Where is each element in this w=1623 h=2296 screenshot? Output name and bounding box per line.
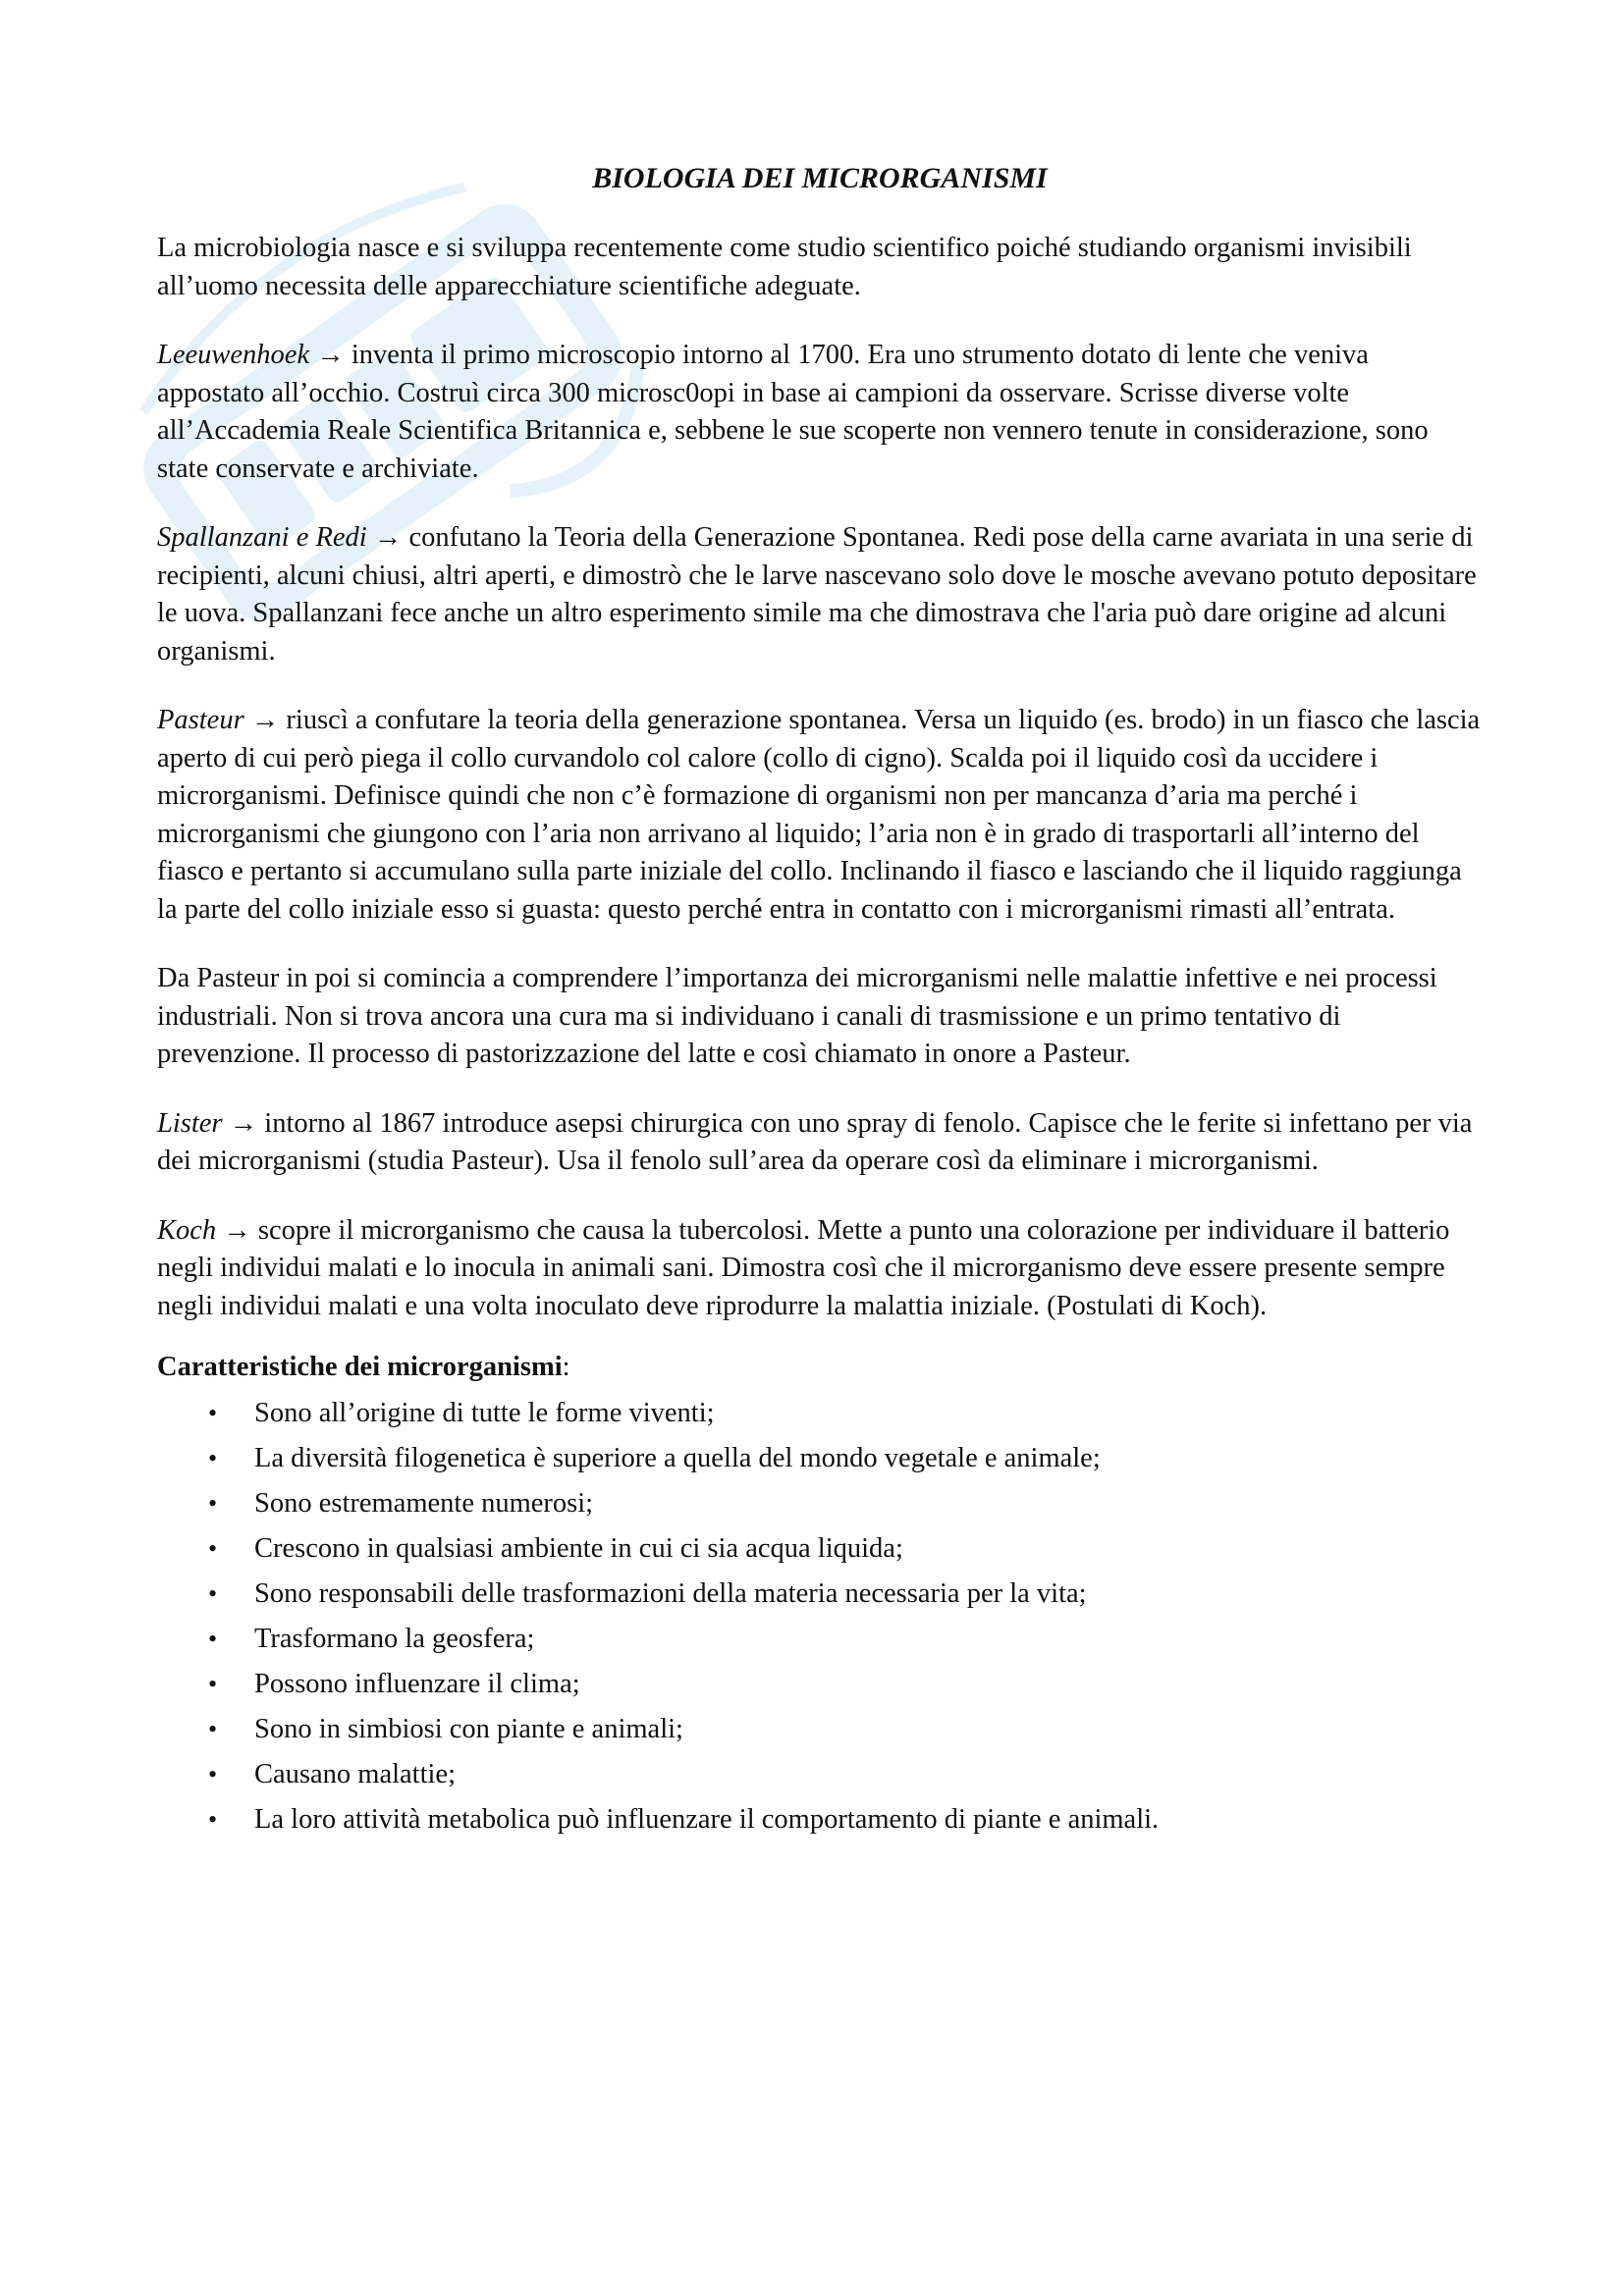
- entry-text: confutano la Teoria della Generazione Spontanea. Redi pose della carne avariata in una serie di recipienti, alcuni chiusi, altri aperti, e dimostrò che le larve nascevano solo dove le mosche avevano potuto depositare le uova. Spallanzani fece anche un altro esperimento simile ma che dimostrava che l'aria può dare origine ad alcuni organismi.: [157, 522, 1477, 667]
- features-heading-text: Caratteristiche dei microrganismi: [157, 1352, 563, 1382]
- list-item-text: Sono responsabili delle trasformazioni della materia necessaria per la vita;: [254, 1577, 1087, 1609]
- list-item: [157, 1572, 1483, 1617]
- entry-name: Spallanzani e Redi: [157, 522, 367, 553]
- features-list: [157, 1391, 1483, 1842]
- entry-spallanzani-redi: [157, 519, 1483, 670]
- pasteur-legacy-paragraph: Da Pasteur in poi si comincia a comprendere l’importanza dei microrganismi nelle malattie infettive e nei processi industriali. Non si trova ancora una cura ma si individuano i canali di trasmissione e un primo tentativo di prevenzione. Il processo di pastorizzazione del latte e così chiamato in onore a Pasteur.: [157, 963, 1437, 1069]
- list-item: [157, 1797, 1483, 1842]
- list-item: [157, 1526, 1483, 1572]
- entry-text: intorno al 1867 introduce asepsi chirurgica con uno spray di fenolo. Capisce che le ferite si infettano per via dei microrganismi (studia Pasteur). Usa il fenolo sull’area da operare così da eliminare i microrganismi.: [157, 1107, 1473, 1176]
- list-item-text: La loro attività metabolica può influenzare il comportamento di piante e animali.: [254, 1803, 1160, 1835]
- document-page: [157, 147, 1483, 1842]
- entry-text: scopre il microrganismo che causa la tubercolosi. Mette a punto una colorazione per individuare il batterio negli individui malati e lo inocula in animali sani. Dimostra così che il microrganismo deve essere presente sempre negli individui malati e una volta inoculato deve riprodurre la malattia iniziale. (Postulati di Koch).: [157, 1214, 1450, 1321]
- bullet-glyph: •: [208, 1669, 218, 1698]
- list-item-text: Crescono in qualsiasi ambiente in cui ci sia acqua liquida;: [254, 1532, 903, 1564]
- bullet-glyph: •: [208, 1804, 218, 1834]
- list-item-text: Sono all’origine di tutte le forme viventi;: [254, 1397, 715, 1428]
- arrow-glyph: →: [229, 1107, 258, 1139]
- intro-paragraph: La microbiologia nasce e si sviluppa recentemente come studio scientifico poiché studiando organismi invisibili all’uomo necessita delle apparecchiature scientifiche adeguate.: [157, 233, 1412, 301]
- entry-name: Leeuwenhoek: [157, 340, 310, 370]
- entry-name: Koch: [157, 1214, 217, 1246]
- entry-text: riuscì a confutare la teoria della generazione spontanea. Versa un liquido (es. brodo) in un fiasco che lascia aperto di cui però piega il collo curvandolo col calore (collo di cigno). Scalda poi il liquido così da uccidere i microrganismi. Definisce quindi che non c’è formazione di organismi non per mancanza d’aria ma perché i microrganismi che giungono con l’aria non arrivano al liquido; l’aria non è in grado di trasportarli all’interno del fiasco e pertanto si accumulano sulla parte iniziale del collo. Inclinando il fiasco e lasciando che il liquido raggiunga la parte del collo iniziale esso si guasta: questo perché entra in contatto con i microrganismi rimasti all’entrata.: [157, 705, 1481, 925]
- arrow-glyph: →: [316, 340, 345, 370]
- list-item-text: Causano malattie;: [254, 1758, 456, 1789]
- list-item: [157, 1436, 1483, 1481]
- list-item-text: Possono influenzare il clima;: [254, 1668, 580, 1699]
- list-item-text: Sono in simbiosi con piante e animali;: [254, 1713, 683, 1744]
- entry-text: inventa il primo microscopio intorno al 1700. Era uno strumento dotato di lente che veniva appostato all’occhio. Costruì circa 300 microsc0opi in base ai campioni da osservare. Scrisse diverse volte all’Accademia Reale Scientifica Britannica e, sebbene le sue scoperte non vennero tenute in considerazione, sono state conservate e archiviate.: [157, 340, 1429, 484]
- list-item: [157, 1707, 1483, 1752]
- list-item-text: Trasformano la geosfera;: [254, 1623, 535, 1654]
- arrow-glyph: →: [223, 1214, 251, 1246]
- features-heading: [157, 1349, 1483, 1387]
- bullet-glyph: •: [208, 1759, 218, 1789]
- list-item-text: La diversità filogenetica è superiore a quella del mondo vegetale e animale;: [254, 1442, 1101, 1473]
- bullet-glyph: •: [208, 1714, 218, 1743]
- list-item-text: Sono estremamente numerosi;: [254, 1487, 594, 1519]
- bullet-glyph: •: [208, 1398, 218, 1427]
- entry-name: Lister: [157, 1107, 223, 1139]
- arrow-glyph: →: [250, 705, 280, 735]
- bullet-glyph: •: [208, 1578, 218, 1608]
- list-item: [157, 1662, 1483, 1707]
- document-title: BIOLOGIA DEI MICRORGANISMI: [592, 162, 1048, 194]
- list-item: [157, 1752, 1483, 1797]
- entry-pasteur: [157, 702, 1483, 929]
- list-item: [157, 1617, 1483, 1662]
- bullet-glyph: •: [208, 1533, 218, 1563]
- bullet-glyph: •: [208, 1624, 218, 1653]
- arrow-glyph: →: [373, 522, 403, 553]
- bullet-glyph: •: [208, 1488, 218, 1518]
- entry-leeuwenhoek: [157, 337, 1483, 488]
- features-heading-colon: :: [562, 1352, 570, 1382]
- entry-koch: [157, 1212, 1483, 1326]
- list-item: [157, 1391, 1483, 1436]
- entry-lister: [157, 1105, 1483, 1181]
- entry-name: Pasteur: [157, 705, 244, 735]
- bullet-glyph: •: [208, 1443, 218, 1472]
- list-item: [157, 1481, 1483, 1526]
